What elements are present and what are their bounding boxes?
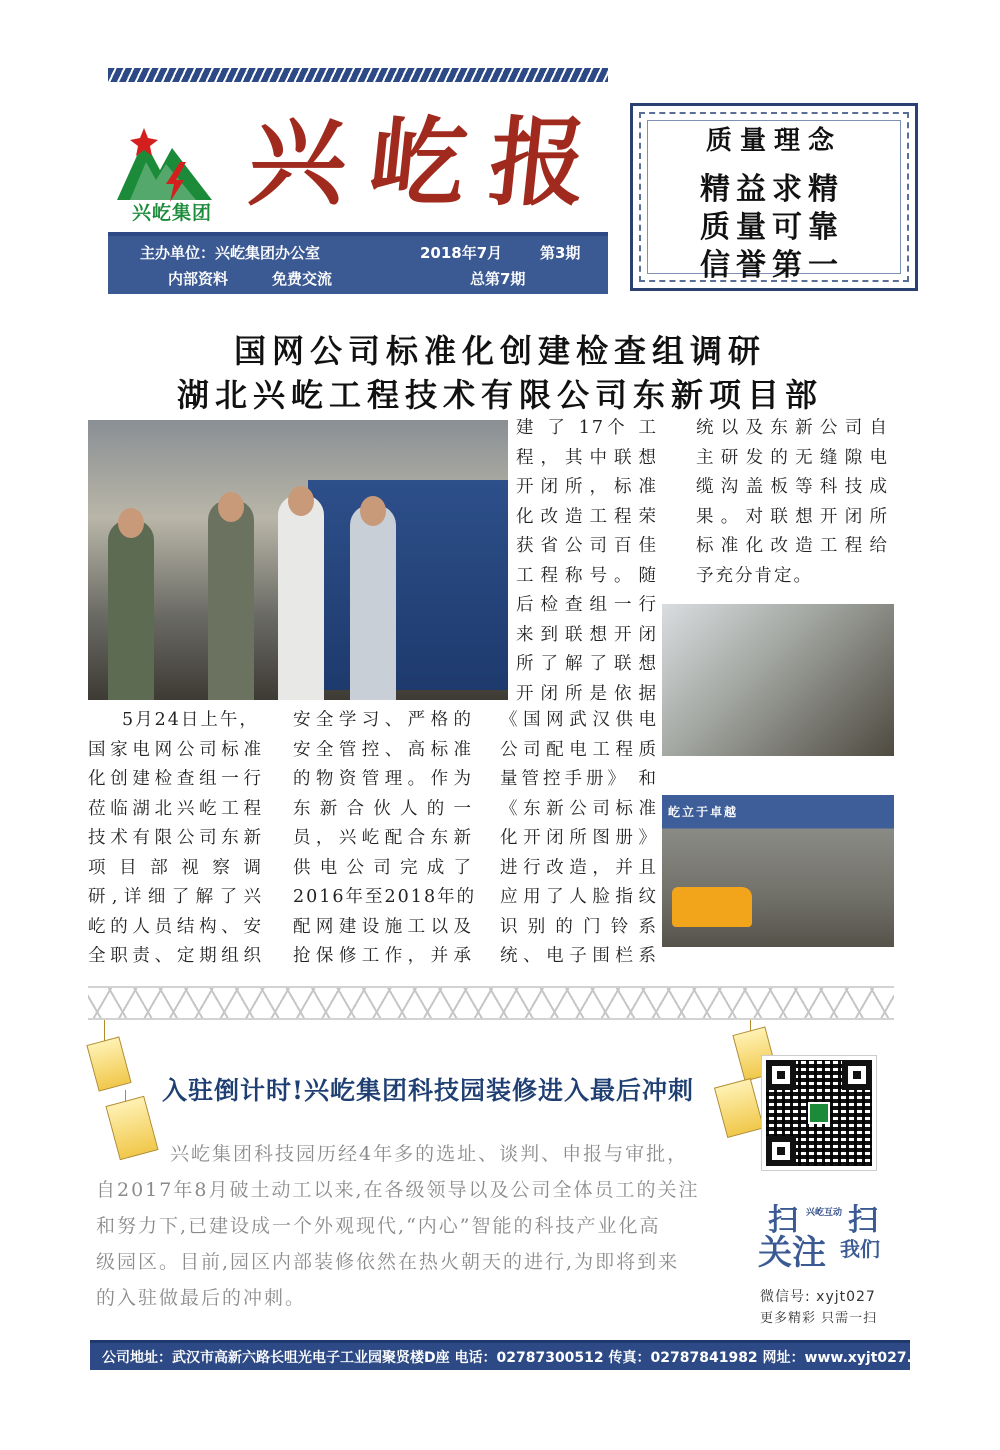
lantern-icon	[86, 1036, 131, 1091]
article-column-1: 5月24日上午， 国家电网公司标准 化创建检查组一行 莅临湖北兴屹工程 技术有限公司东新 项 目 部 视 察 调 研,详细了解了兴 屹的人员结构、安 全职责、定期组织	[88, 710, 263, 966]
sponsor-label: 主办单位：兴屹集团办公室	[140, 244, 321, 262]
article-headline: 国网公司标准化创建检查组调研	[233, 332, 766, 370]
scan-follow-graphic: 扫 关注 扫 我们 兴屹互动	[758, 1203, 880, 1273]
motto-line: 精益求精	[700, 172, 844, 207]
lantern-icon	[714, 1078, 764, 1138]
inspection-photo-2	[662, 604, 894, 756]
footer-contact-bar: 公司地址：武汉市高新六路长咀光电子工业园聚贤楼D座 电话：02787300512 传真：02787841982 网址：www.xyjt027.com	[90, 1340, 910, 1370]
inspection-photo-3	[662, 795, 894, 947]
issue-info-bar	[108, 232, 608, 294]
total-issue: 总第7期	[470, 270, 526, 288]
internal-label: 内部资料	[168, 270, 229, 288]
article-column-3-bottom: 《国网武汉供电 公司配电工程质 量管控手册》 和 《东新公司标准 化开闭所图册》 进行改造，并且 应用了人脸指纹 识别的门铃系 统、电子围栏系	[500, 710, 658, 966]
inspection-photo	[88, 420, 508, 700]
free-label: 免费交流	[272, 270, 333, 288]
feature-headline: 入驻倒计时!兴屹集团科技园装修进入最后冲刺	[162, 1076, 694, 1105]
feature-paragraph-line: 和努力下,已建设成一个外观现代,“内心”智能的科技产业化高	[96, 1215, 661, 1237]
issue-date: 2018年7月	[420, 244, 503, 262]
wechat-qr-code[interactable]	[762, 1056, 876, 1170]
lantern-icon	[105, 1096, 158, 1160]
brand-tag: 兴屹互动	[806, 1208, 843, 1218]
motto-line: 质量可靠	[700, 210, 844, 245]
wechat-id: 微信号: xyjt027	[760, 1289, 876, 1305]
issue-number: 第3期	[540, 244, 581, 262]
article-column-4: 统以及东新公司自 主研发的无缝隙电 缆沟盖板等科技成 果。对联想开闭所 标准化改造工程给 予充分肯定。	[696, 418, 889, 586]
logo-text: 兴屹集团	[131, 202, 212, 224]
feature-paragraph-line: 级园区。目前,园区内部装修依然在热火朝天的进行,为即将到来	[96, 1251, 680, 1273]
article-column-3-top: 建 了 17个 工 程，其中联想 开闭所，标准 化改造工程荣 获省公司百佳 工程称号。随 后检查组一行 来到联想开闭 所了解了联想 开闭所是依据	[516, 418, 658, 704]
newspaper-title: 兴屹报	[244, 106, 616, 219]
decorative-band	[88, 986, 894, 1020]
top-stripe	[108, 68, 608, 82]
building-sign: 屹立于卓越	[668, 805, 739, 819]
article-column-2: 安全学习、严格的 安全管控、高标准 的物资管理。作为 东新合伙人的一 员，兴屹配合东新 供电公司完成了 2016年至2018年的 配网建设施工以及 抢保修工作，并承	[293, 710, 477, 966]
motto-title: 质量理念	[706, 126, 843, 156]
scan-prompt: 更多精彩 只需一扫	[760, 1311, 878, 1326]
feature-paragraph-line: 兴屹集团科技园历经4年多的选址、谈判、申报与审批，	[170, 1143, 689, 1165]
article-subheadline: 湖北兴屹工程技术有限公司东新项目部	[176, 376, 823, 414]
motto-line: 信誉第一	[700, 248, 844, 283]
feature-paragraph-line: 的入驻做最后的冲刺。	[96, 1287, 307, 1309]
feature-paragraph-line: 自2017年8月破土动工以来,在各级领导以及公司全体员工的关注	[96, 1179, 700, 1201]
